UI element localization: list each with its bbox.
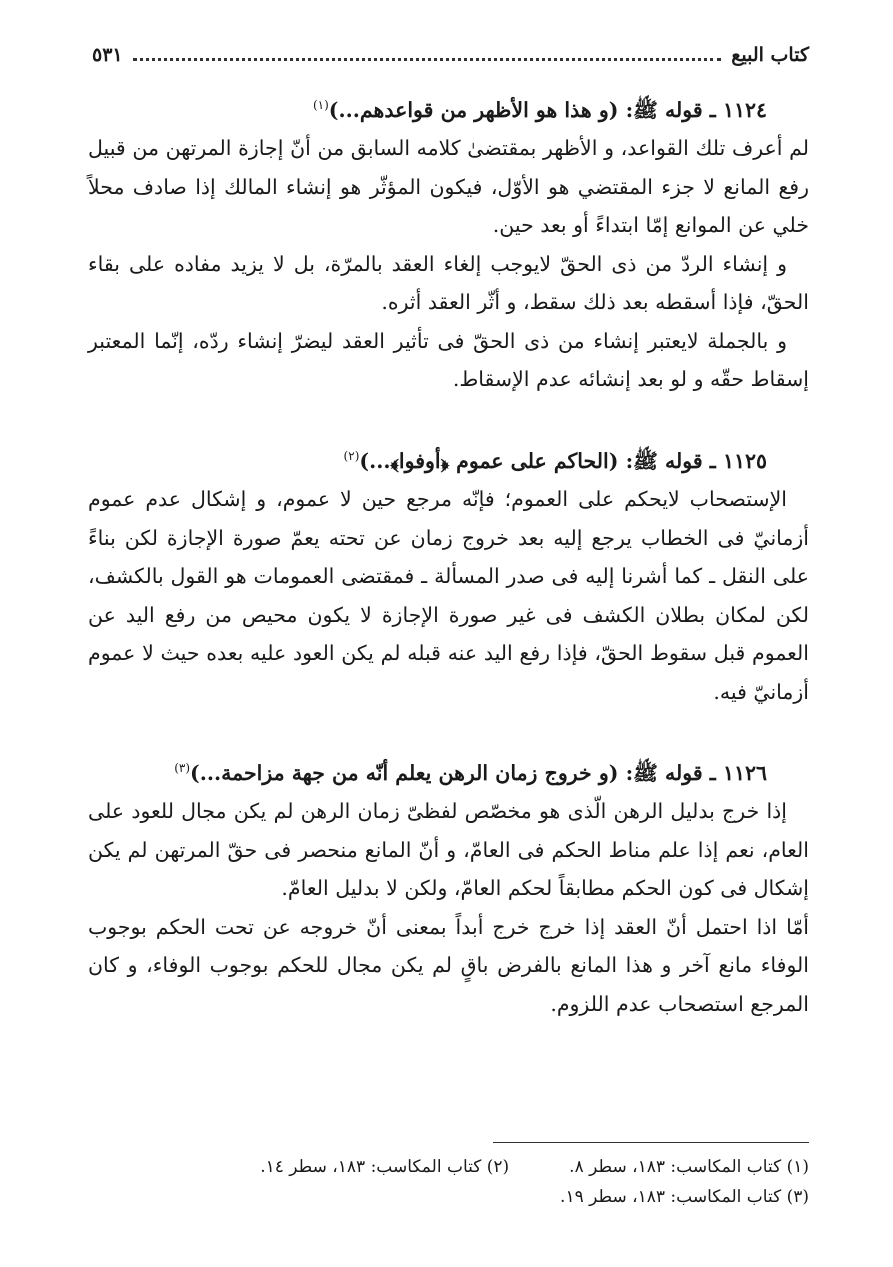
main-text	[88, 86, 809, 1023]
paragraph: و إنشاء الردّ من ذى الحقّ لايوجب إلغاء العقد بالمرّة، بل لا يزيد مفاده على بقاء الحقّ، فإذا أسقطه بعد ذلك سقط، و أثّر العقد أثره.	[88, 251, 809, 315]
paragraph: لم أعرف تلك القواعد، و الأظهر بمقتضىٰ كلامه السابق من أنّ إجازة المرتهن من قبيل رفع المانع لا جزء المقتضي هو الأوّل، فيكون المؤثّر هو إنشاء المالك إذا صادف محلاً خلي عن الموانع إمّا ابتداءً أو بعد حين.	[88, 136, 809, 238]
paragraph: و بالجملة لايعتبر إنشاء من ذى الحقّ فى تأثير العقد ليضرّ إنشاء ردّه، إنّما المعتبر إسقاط حقّه و لو بعد إنشائه عدم الإسقاط.	[88, 328, 809, 392]
footnotes	[160, 1152, 809, 1212]
footnote-3: (٣) كتاب المكاسب: ١٨٣، سطر ١٩.	[560, 1187, 809, 1207]
footnote-2: (٢) كتاب المكاسب: ١٨٣، سطر ١٤.	[260, 1157, 510, 1177]
page-number: ٥٣١	[92, 44, 123, 66]
entry-heading: ١١٢٦ ـ قوله ﷺ: (و خروج زمان الرهن يعلم أنّه من جهة مزاحمة...)$^{(٣)}$	[174, 760, 767, 785]
footnote-ref: (١)	[312, 98, 329, 112]
entry-heading: ١١٢٥ ـ قوله ﷺ: (الحاكم على عموم ﴿أوفوا﴾...)$^{(٢)}$	[343, 448, 767, 473]
running-header	[92, 40, 809, 70]
footnote-ref: (٢)	[343, 448, 360, 463]
footnote-divider	[493, 1142, 809, 1143]
dotted-leader	[133, 58, 722, 61]
entry-heading: ١١٢٤ ـ قوله ﷺ: (و هذا هو الأظهر من قواعدهم...)$^{(١)}$	[312, 97, 767, 122]
entry-1125	[88, 437, 809, 711]
footnote-1: (١) كتاب المكاسب: ١٨٣، سطر ٨.	[569, 1157, 809, 1177]
book-title: كتاب البيع	[731, 44, 809, 66]
entry-1124	[88, 86, 809, 399]
paragraph: أمّا اذا احتمل أنّ العقد إذا خرج خرج أبداً بمعنى أنّ خروجه عن تحت الحكم بوجوب الوفاء مانع آخر و هذا المانع بالفرض باقٍ لم يكن مجال للحكم بوجوب الوفاء، و كان المرجع استصحاب عدم اللزوم.	[88, 914, 809, 1016]
footnote-ref: (٣)	[174, 761, 191, 776]
entry-1126	[88, 749, 809, 1023]
paragraph: إذا خرج بدليل الرهن الّذى هو مخصّص لفظىّ زمان الرهن لم يكن مجال للعود على العام، نعم إذا علم مناط الحكم فى العامّ، و أنّ المانع منحصر فى حقّ المرتهن لم يكن إشكال فى كون الحكم مطابقاً لحكم العامّ، ولكن لا بدليل العامّ.	[88, 799, 809, 901]
paragraph: الإستصحاب لايحكم على العموم؛ فإنّه مرجع حين لا عموم، و إشكال عدم عموم أزمانيّ فى الخطاب يرجع إليه بعد خروج زمان عن تحته يعمّ صورة الإجازة لكن بناءً على النقل ـ كما أشرنا إليه فى صدر المسألة ـ فمقتضى العمومات هو القول بالكشف، لكن لمكان بطلان الكشف فى غير صورة الإجازة لا يكون محيص من رفع اليد عن العموم قبل سقوط الحقّ، فإذا رفع اليد عنه قبله لم يكن العود عليه بعده حيث لا عموم أزمانيّ فيه.	[88, 487, 809, 704]
